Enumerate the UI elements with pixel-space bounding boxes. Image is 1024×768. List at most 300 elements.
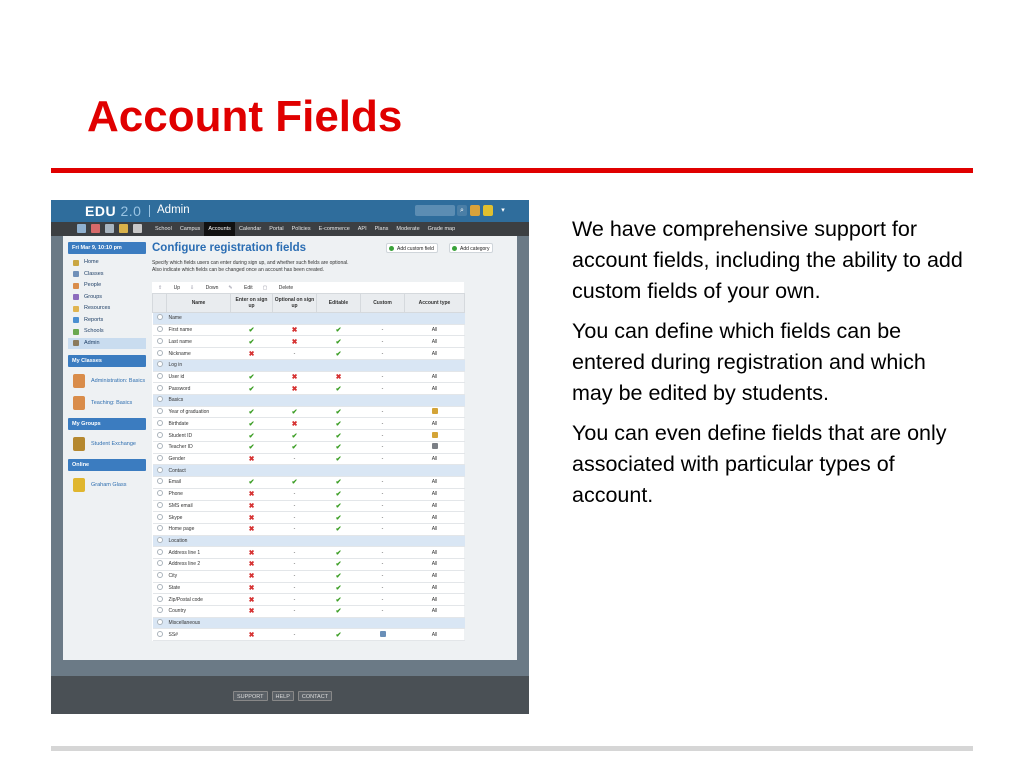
row-select[interactable]: [153, 336, 167, 348]
check-icon: ✔: [335, 420, 342, 428]
table-cell: All: [405, 348, 465, 360]
check-icon: ✔: [335, 502, 342, 510]
table-cell: [405, 430, 465, 442]
table-cell: [231, 441, 273, 453]
cross-icon: ✖: [291, 385, 298, 393]
class-item[interactable]: [68, 370, 146, 392]
table-row[interactable]: [153, 559, 465, 571]
sidebar-item-label: Groups: [84, 293, 103, 300]
help-link[interactable]: HELP: [272, 691, 294, 701]
table-cell: -: [273, 348, 317, 360]
row-select[interactable]: [153, 547, 167, 559]
field-name: Phone: [167, 488, 231, 500]
table-cell: -: [361, 594, 405, 606]
group-item[interactable]: [68, 433, 146, 455]
field-name: User id: [167, 371, 231, 383]
description-line-2: Also indicate which fields can be changed once an account has been created.: [152, 267, 325, 273]
toolbar-label: Delete: [278, 284, 294, 291]
table-cell: [231, 523, 273, 535]
row-select[interactable]: [153, 453, 167, 465]
table-row[interactable]: [153, 383, 465, 395]
search-input[interactable]: [415, 205, 455, 216]
table-cell: -: [361, 371, 405, 383]
cross-icon: ✖: [248, 596, 255, 604]
field-name: Password: [167, 383, 231, 395]
field-name: Home page: [167, 523, 231, 535]
tab-plans[interactable]: Plans: [374, 226, 389, 232]
table-cell: -: [273, 512, 317, 524]
field-name: First name: [167, 324, 231, 336]
delete-icon: ▢: [262, 284, 269, 291]
table-cell: -: [361, 570, 405, 582]
table-row[interactable]: [153, 453, 465, 465]
table-row[interactable]: [153, 570, 465, 582]
check-icon: ✔: [248, 420, 255, 428]
sidebar-item-label: Schools: [84, 328, 104, 334]
table-cell: [231, 605, 273, 617]
table-cell: [273, 430, 317, 442]
radio-button[interactable]: [157, 596, 163, 602]
tab-calendar[interactable]: Calendar: [238, 226, 262, 232]
app-footer: [51, 676, 529, 714]
table-cell: -: [273, 570, 317, 582]
table-cell: -: [361, 488, 405, 500]
section-row[interactable]: [153, 617, 465, 629]
table-cell: All: [405, 629, 465, 641]
radio-button[interactable]: [157, 584, 163, 590]
cross-icon: ✖: [248, 526, 255, 534]
check-icon: ✔: [335, 573, 342, 581]
row-select[interactable]: [153, 359, 167, 371]
radio-button[interactable]: [157, 396, 163, 402]
table-cell: [231, 512, 273, 524]
table-row[interactable]: [153, 418, 465, 430]
row-select[interactable]: [153, 570, 167, 582]
radio-button[interactable]: [157, 478, 163, 484]
field-name: Skype: [167, 512, 231, 524]
sidebar-item-label: Admin: [84, 339, 100, 346]
row-select[interactable]: [153, 594, 167, 606]
row-select[interactable]: [153, 324, 167, 336]
check-icon: ✔: [248, 338, 255, 346]
teacher-icon: [432, 443, 438, 449]
slide-title: Account Fields: [87, 92, 403, 141]
table-row[interactable]: [153, 582, 465, 594]
section-name: Basics: [167, 395, 465, 407]
section-row[interactable]: [153, 465, 465, 477]
radio-button[interactable]: [157, 361, 163, 367]
add-icon: [452, 246, 457, 251]
row-select[interactable]: [153, 477, 167, 489]
radio-button[interactable]: [157, 514, 163, 520]
table-row[interactable]: [153, 371, 465, 383]
radio-button[interactable]: [157, 549, 163, 555]
check-icon: ✔: [248, 385, 255, 393]
section-row[interactable]: [153, 359, 465, 371]
row-select[interactable]: [153, 406, 167, 418]
table-cell: [231, 453, 273, 465]
radio-button[interactable]: [157, 314, 163, 320]
check-icon: ✔: [335, 327, 342, 335]
radio-button[interactable]: [157, 572, 163, 578]
table-cell: All: [405, 523, 465, 535]
fields-table: [152, 293, 465, 641]
row-select[interactable]: [153, 617, 167, 629]
footer-links: [233, 691, 332, 701]
radio-button[interactable]: [157, 490, 163, 496]
table-cell: -: [273, 559, 317, 571]
radio-button[interactable]: [157, 443, 163, 449]
radio-button[interactable]: [157, 631, 163, 637]
table-cell: -: [361, 453, 405, 465]
description-line-1: Specify which fields users can enter during sign up, and whether such fields are optional.: [152, 260, 349, 266]
app-header: [51, 200, 529, 222]
check-icon: ✔: [335, 444, 342, 452]
check-icon: ✔: [335, 596, 342, 604]
sidebar-item-home[interactable]: [68, 257, 146, 269]
radio-button[interactable]: [157, 560, 163, 566]
table-cell: All: [405, 477, 465, 489]
sidebar-item-label: Home: [84, 259, 99, 265]
table-row[interactable]: [153, 477, 465, 489]
check-icon: ✔: [335, 432, 342, 440]
table-cell: All: [405, 570, 465, 582]
table-cell: [231, 371, 273, 383]
avatar: [73, 374, 85, 388]
schools-icon: [73, 329, 79, 335]
row-select[interactable]: [153, 488, 167, 500]
lock-icon[interactable]: [133, 224, 142, 233]
radio-button[interactable]: [157, 373, 163, 379]
table-cell: [273, 406, 317, 418]
add-custom-field-label: Add custom field: [397, 246, 434, 252]
tools-icon[interactable]: [119, 224, 128, 233]
check-icon: ✔: [335, 526, 342, 534]
sidebar-item-groups[interactable]: [68, 292, 146, 304]
table-cell: -: [361, 547, 405, 559]
table-cell: [317, 594, 361, 606]
table-cell: [273, 418, 317, 430]
home-icon[interactable]: [77, 224, 86, 233]
content-panel: [63, 236, 517, 660]
table-row[interactable]: [153, 324, 465, 336]
search-icon[interactable]: ⌕: [457, 205, 467, 216]
tab-api[interactable]: API: [357, 226, 367, 232]
table-cell: -: [273, 547, 317, 559]
radio-button[interactable]: [157, 525, 163, 531]
cross-icon: ✖: [248, 573, 255, 581]
radio-button[interactable]: [157, 385, 163, 391]
sidebar: [68, 242, 146, 496]
row-select[interactable]: [153, 523, 167, 535]
notification-icon[interactable]: [470, 205, 480, 216]
table-row[interactable]: [153, 500, 465, 512]
section-name: Miscellaneous: [167, 617, 465, 629]
delete-button[interactable]: [263, 285, 294, 291]
table-row[interactable]: [153, 406, 465, 418]
user-menu-icon[interactable]: [483, 205, 493, 216]
table-cell: [317, 605, 361, 617]
table-cell: All: [405, 582, 465, 594]
online-user-label: Graham Glass: [91, 481, 127, 488]
sidebar-item-reports[interactable]: [68, 315, 146, 327]
table-cell: [231, 594, 273, 606]
radio-button[interactable]: [157, 607, 163, 613]
section-title: Admin: [157, 204, 190, 216]
column-header-optional-on-sign-up: Optional on sign up: [273, 294, 317, 313]
field-name: SMS email: [167, 500, 231, 512]
slide-body: [572, 214, 967, 520]
cross-icon: ✖: [248, 584, 255, 592]
cross-icon: ✖: [248, 631, 255, 639]
table-row[interactable]: [153, 523, 465, 535]
check-icon: ✔: [335, 479, 342, 487]
table-cell: -: [361, 605, 405, 617]
table-cell: [317, 430, 361, 442]
home-icon: [73, 260, 79, 266]
table-cell: -: [361, 559, 405, 571]
column-header-enter-on-sign-up: Enter on sign up: [231, 294, 273, 313]
tab-campus[interactable]: Campus: [179, 226, 201, 232]
section-row[interactable]: [153, 313, 465, 325]
table-cell: [231, 430, 273, 442]
field-name: Teacher ID: [167, 441, 231, 453]
sidebar-item-people[interactable]: [68, 280, 146, 292]
table-cell: -: [361, 441, 405, 453]
reports-icon: [73, 317, 79, 323]
table-row[interactable]: [153, 488, 465, 500]
column-header-name: Name: [167, 294, 231, 313]
row-select[interactable]: [153, 383, 167, 395]
online-user-item[interactable]: [68, 474, 146, 496]
table-cell: All: [405, 594, 465, 606]
table-cell: [231, 488, 273, 500]
table-cell: [231, 477, 273, 489]
row-select[interactable]: [153, 418, 167, 430]
field-name: City: [167, 570, 231, 582]
row-select[interactable]: [153, 313, 167, 325]
table-cell: All: [405, 605, 465, 617]
section-name: Log in: [167, 359, 465, 371]
student-icon: [432, 432, 438, 438]
row-select[interactable]: [153, 582, 167, 594]
table-row[interactable]: [153, 605, 465, 617]
cross-icon: ✖: [248, 561, 255, 569]
main-content: [152, 242, 510, 639]
field-name: SS#: [167, 629, 231, 641]
table-cell: [273, 336, 317, 348]
check-icon: ✔: [335, 608, 342, 616]
add-custom-field-button[interactable]: [386, 243, 438, 253]
cross-icon: ✖: [248, 514, 255, 522]
check-icon: ✔: [248, 327, 255, 335]
row-select[interactable]: [153, 395, 167, 407]
sidebar-item-label: Resources: [84, 305, 111, 311]
table-cell: All: [405, 488, 465, 500]
radio-button[interactable]: [157, 467, 163, 473]
table-cell: [317, 559, 361, 571]
calendar-icon[interactable]: [105, 224, 114, 233]
table-cell: [231, 629, 273, 641]
check-icon: ✔: [248, 444, 255, 452]
table-cell: -: [361, 348, 405, 360]
row-select[interactable]: [153, 512, 167, 524]
row-select[interactable]: [153, 559, 167, 571]
table-cell: [317, 406, 361, 418]
radio-button[interactable]: [157, 408, 163, 414]
contact-link[interactable]: CONTACT: [298, 691, 332, 701]
table-row[interactable]: [153, 430, 465, 442]
body-paragraph: You can define which fields can be entered during registration and which may be edited by students.: [572, 319, 926, 405]
table-cell: [273, 371, 317, 383]
table-cell: [231, 418, 273, 430]
table-cell: [317, 418, 361, 430]
field-name: Last name: [167, 336, 231, 348]
table-row[interactable]: [153, 336, 465, 348]
table-row[interactable]: [153, 629, 465, 641]
table-cell: All: [405, 371, 465, 383]
chevron-down-icon[interactable]: ▾: [501, 207, 505, 214]
table-cell: All: [405, 559, 465, 571]
row-select[interactable]: [153, 441, 167, 453]
row-select[interactable]: [153, 430, 167, 442]
radio-button[interactable]: [157, 350, 163, 356]
footer-divider: [51, 746, 973, 751]
radio-button[interactable]: [157, 537, 163, 543]
down-icon: ⇩: [190, 284, 196, 291]
toolbar-label: Edit: [243, 284, 253, 291]
table-cell: -: [361, 336, 405, 348]
table-row[interactable]: [153, 547, 465, 559]
check-icon: ✔: [248, 409, 255, 417]
table-cell: -: [273, 488, 317, 500]
mail-icon[interactable]: [91, 224, 100, 233]
radio-button[interactable]: [157, 420, 163, 426]
row-select[interactable]: [153, 465, 167, 477]
radio-button[interactable]: [157, 502, 163, 508]
tab-e-commerce[interactable]: E-commerce: [318, 226, 350, 232]
body-paragraph: We have comprehensive support for account fields, including the ability to add custom fields of your own.: [572, 217, 963, 303]
row-select[interactable]: [153, 605, 167, 617]
cross-icon: ✖: [248, 608, 255, 616]
down-button[interactable]: [190, 285, 218, 291]
table-cell: -: [361, 512, 405, 524]
check-icon: ✔: [291, 432, 298, 440]
cross-icon: ✖: [248, 549, 255, 557]
add-category-button[interactable]: [449, 243, 493, 253]
student-icon: [432, 408, 438, 414]
up-button[interactable]: [158, 285, 180, 291]
logo-text: EDU: [85, 203, 117, 219]
table-row[interactable]: [153, 348, 465, 360]
fields-grid: [152, 282, 464, 641]
table-cell: [231, 324, 273, 336]
tab-accounts[interactable]: Accounts: [204, 222, 235, 236]
table-header: [153, 294, 465, 313]
section-row[interactable]: [153, 395, 465, 407]
radio-button[interactable]: [157, 432, 163, 438]
section-row[interactable]: [153, 535, 465, 547]
table-cell: [273, 477, 317, 489]
check-icon: ✔: [335, 385, 342, 393]
app-screenshot: [51, 200, 529, 714]
table-cell: [231, 500, 273, 512]
app-logo: [85, 203, 141, 219]
header-divider: [149, 205, 150, 217]
edit-button[interactable]: [228, 285, 252, 291]
table-row[interactable]: [153, 512, 465, 524]
cross-icon: ✖: [291, 420, 298, 428]
sidebar-item-resources[interactable]: [68, 303, 146, 315]
row-select[interactable]: [153, 535, 167, 547]
admin-icon: [73, 340, 79, 346]
radio-button[interactable]: [157, 326, 163, 332]
up-icon: ⇧: [158, 284, 164, 291]
table-cell: [317, 477, 361, 489]
row-select[interactable]: [153, 500, 167, 512]
row-select[interactable]: [153, 348, 167, 360]
check-icon: ✔: [291, 409, 298, 417]
my-classes-heading: My Classes: [68, 355, 146, 367]
table-cell: [273, 324, 317, 336]
tab-portal[interactable]: Portal: [269, 226, 284, 232]
section-name: Location: [167, 535, 465, 547]
row-select[interactable]: [153, 371, 167, 383]
sidebar-menu: [68, 257, 146, 349]
resources-icon: [73, 306, 79, 312]
field-name: Zip/Postal code: [167, 594, 231, 606]
tab-policies[interactable]: Policies: [291, 226, 311, 232]
table-cell: [231, 582, 273, 594]
support-link[interactable]: SUPPORT: [233, 691, 268, 701]
table-cell: All: [405, 383, 465, 395]
table-row[interactable]: [153, 594, 465, 606]
tab-moderate[interactable]: Moderate: [396, 226, 420, 232]
check-icon: ✔: [335, 549, 342, 557]
classes-icon: [73, 271, 79, 277]
sidebar-item-label: Reports: [84, 316, 104, 323]
tab-grade-map[interactable]: Grade map: [427, 226, 456, 232]
table-cell: [231, 383, 273, 395]
sidebar-item-schools[interactable]: [68, 326, 146, 338]
row-select[interactable]: [153, 629, 167, 641]
table-cell: [317, 629, 361, 641]
table-cell: [317, 547, 361, 559]
check-icon: ✔: [291, 479, 298, 487]
online-heading: Online: [68, 459, 146, 471]
radio-button[interactable]: [157, 455, 163, 461]
select-column-header: [153, 294, 167, 313]
tab-school[interactable]: School: [155, 226, 172, 232]
radio-button[interactable]: [157, 338, 163, 344]
table-cell: [231, 348, 273, 360]
cross-icon: ✖: [248, 455, 255, 463]
sidebar-item-classes[interactable]: [68, 269, 146, 281]
sidebar-item-admin[interactable]: [68, 338, 146, 350]
check-icon: ✔: [335, 350, 342, 358]
table-cell: [231, 559, 273, 571]
add-category-label: Add category: [460, 246, 490, 252]
class-item[interactable]: [68, 392, 146, 414]
radio-button[interactable]: [157, 619, 163, 625]
check-icon: ✔: [335, 631, 342, 639]
sidebar-item-label: People: [84, 282, 102, 288]
table-row[interactable]: [153, 441, 465, 453]
online-list: [68, 474, 146, 496]
table-cell: -: [361, 418, 405, 430]
table-cell: -: [273, 605, 317, 617]
avatar: [73, 396, 85, 410]
